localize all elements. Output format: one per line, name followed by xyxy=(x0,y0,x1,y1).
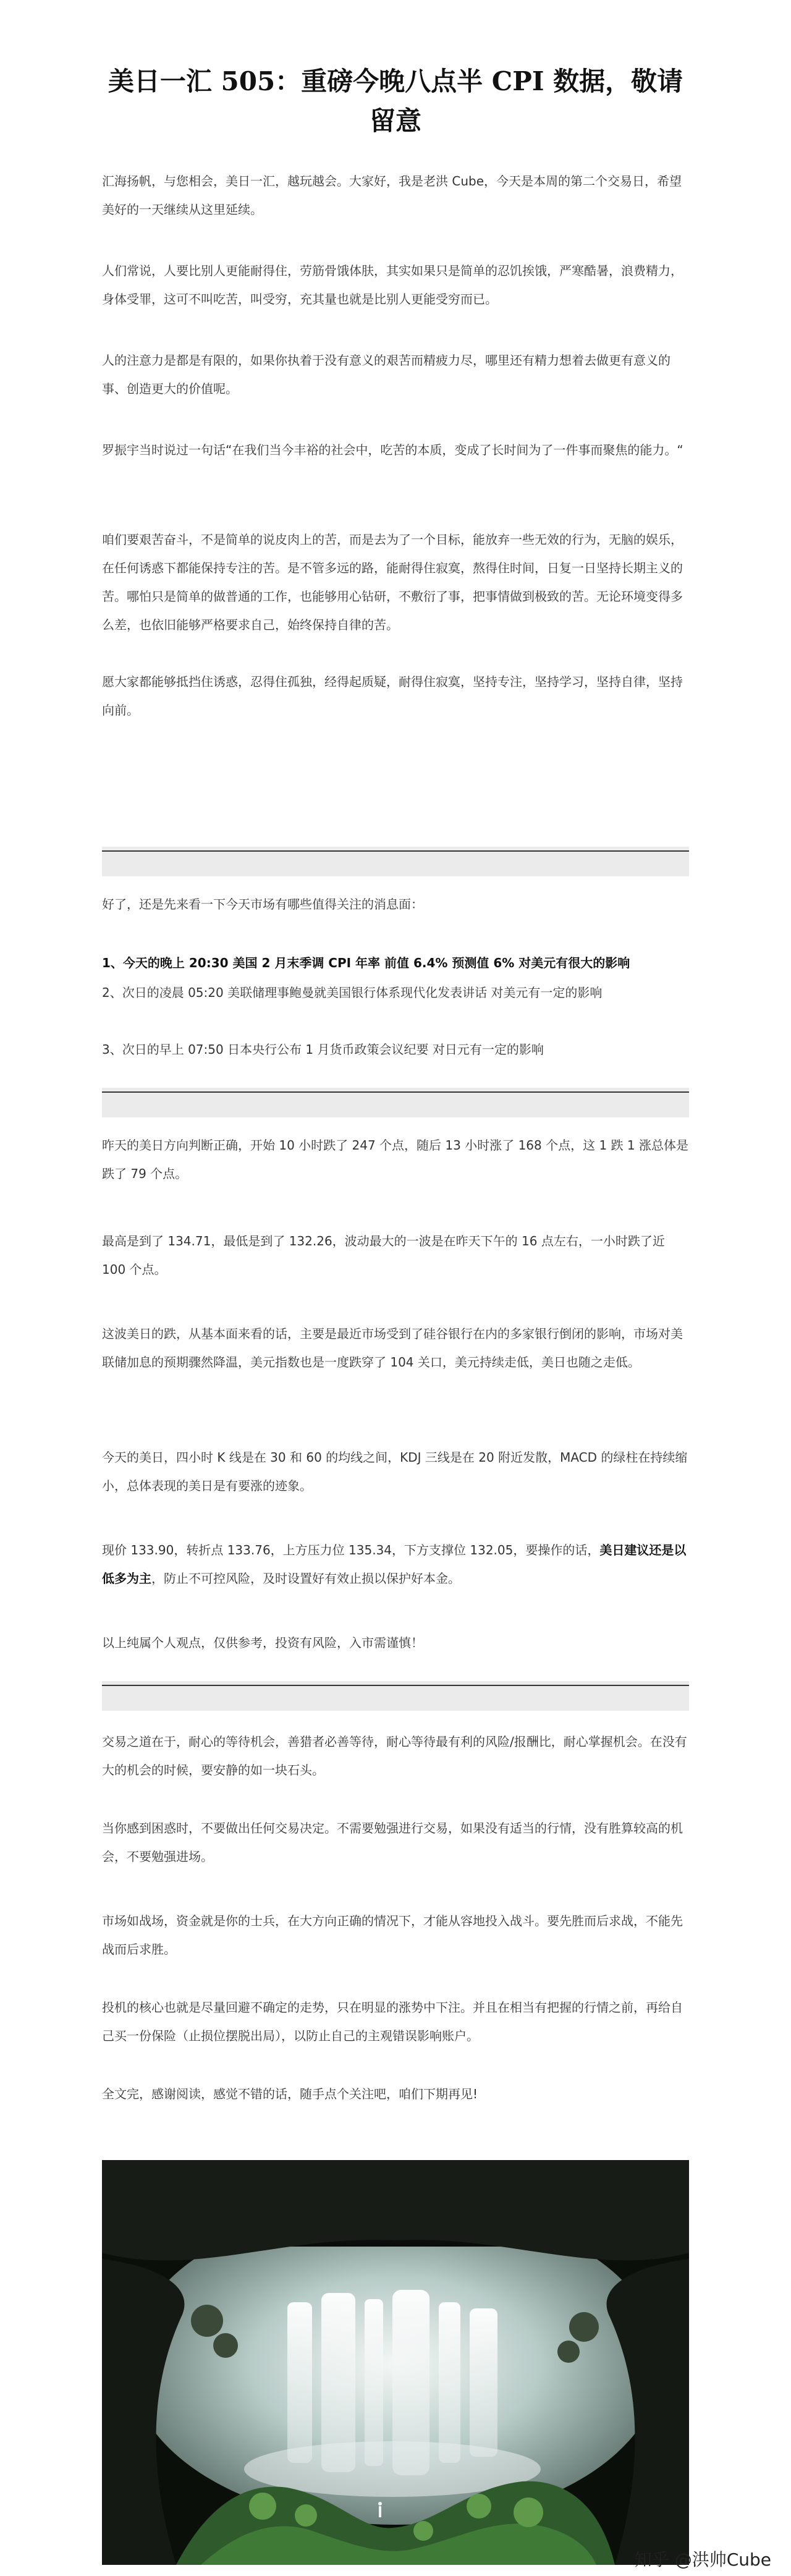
cave-waterfall-illustration xyxy=(102,2160,689,2565)
news-intro: 好了，还是先来看一下今天市场有哪些值得关注的消息面： xyxy=(102,897,423,912)
paragraph: 昨天的美日方向判断正确，开始 10 小时跌了 247 个点，随后 13 小时涨了 168 个点，这 1 跌 1 涨总体是跌了 79 个点。 xyxy=(102,1138,688,1181)
advice-rest: ，防止不可控风险，及时设置好有效止损以保护好本金。 xyxy=(151,1571,460,1586)
paragraph: 市场如战场，资金就是你的士兵，在大方向正确的情况下，才能从容地投入战斗。要先胜而后求战，不能先战而后求胜。 xyxy=(102,1913,683,1957)
paragraph: 当你感到困惑时，不要做出任何交易决定。不需要勉强进行交易，如果没有适当的行情，没有胜算较高的机会，不要勉强进场。 xyxy=(102,1821,683,1864)
levels-text: 现价 133.90，转折点 133.76，上方压力位 135.34，下方支撑位 132.05，要操作的话， xyxy=(102,1543,600,1557)
paragraph: 这波美日的跌，从基本面来看的话，主要是最近市场受到了硅谷银行在内的多家银行倒闭的影响，市场对美联储加息的预期骤然降温，美元指数也是一度跌穿了 104 关口，美元持续走低，美日也随之走低。 xyxy=(102,1326,683,1370)
article xyxy=(102,0,689,2101)
paragraph: 最高是到了 134.71，最低是到了 132.26，波动最大的一波是在昨天下午的 16 点左右，一小时跌了近 100 个点。 xyxy=(102,1234,665,1277)
paragraph: 人的注意力是都是有限的，如果你执着于没有意义的艰苦而精疲力尽，哪里还有精力想着去做更有意义的事、创造更大的价值呢。 xyxy=(102,353,670,396)
news-item: 1、今天的晚上 20:30 美国 2 月末季调 CPI 年率 前值 6.4% 预测值 6% 对美元有很大的影响 xyxy=(102,955,630,970)
section-divider xyxy=(102,1681,689,1711)
advice-bold: 美日建议还是以低多为主 xyxy=(102,1543,687,1586)
trade-levels xyxy=(102,1536,689,1593)
section-divider xyxy=(102,847,689,876)
paragraph: 全文完，感谢阅读，感觉不错的话，随手点个关注吧，咱们下期再见! xyxy=(102,2087,478,2101)
article-title: 美日一汇 505：重磅今晚八点半 CPI 数据，敬请留意 xyxy=(108,66,683,136)
news-item: 2、次日的凌晨 05:20 美联储理事鲍曼就美国银行体系现代化发表讲话 对美元有一定的影响 xyxy=(102,985,603,1000)
watermark: 知乎 @洪帅Cube xyxy=(634,2549,771,2570)
paragraph: 罗振宇当时说过一句话“在我们当今丰裕的社会中，吃苦的本质，变成了长时间为了一件事而聚焦的能力。“ xyxy=(102,443,683,457)
disclaimer: 以上纯属个人观点，仅供参考，投资有风险，入市需谨慎！ xyxy=(102,1635,423,1650)
paragraph: 投机的核心也就是尽量回避不确定的走势，只在明显的涨势中下注。并且在相当有把握的行情之前，再给自己买一份保险（止损位摆脱出局），以防止自己的主观错误影响账户。 xyxy=(102,2000,683,2043)
news-item: 3、次日的早上 07:50 日本央行公布 1 月货币政策会议纪要 对日元有一定的影响 xyxy=(102,1042,544,1057)
paragraph: 汇海扬帆，与您相会，美日一汇，越玩越会。大家好，我是老洪 Cube，今天是本周的第二个交易日，希望美好的一天继续从这里延续。 xyxy=(102,174,682,217)
cave-waterfall-photo xyxy=(102,2160,689,2565)
paragraph: 今天的美日，四小时 K 线是在 30 和 60 的均线之间，KDJ 三线是在 20 附近发散，MACD 的绿柱在持续缩小，总体表现的美日是有要涨的迹象。 xyxy=(102,1450,688,1493)
paragraph: 人们常说，人要比别人更能耐得住，劳筋骨饿体肤，其实如果只是简单的忍饥挨饿，严寒酷暑，浪费精力，身体受罪，这可不叫吃苦，叫受穷，充其量也就是比别人更能受穷而已。 xyxy=(102,263,683,307)
paragraph: 愿大家都能够抵挡住诱惑，忍得住孤独，经得起质疑，耐得住寂寞，坚持专注，坚持学习，坚持自律，坚持向前。 xyxy=(102,674,683,718)
paragraph: 交易之道在于，耐心的等待机会，善猎者必善等待，耐心等待最有利的风险/报酬比，耐心掌握机会。在没有大的机会的时候，要安静的如一块石头。 xyxy=(102,1734,687,1777)
section-divider xyxy=(102,1088,689,1117)
paragraph: 咱们要艰苦奋斗，不是简单的说皮肉上的苦，而是去为了一个目标，能放弃一些无效的行为，无脑的娱乐，在任何诱惑下都能保持专注的苦。是不管多远的路，能耐得住寂寞，熬得住时间，日复一日坚持长期主义的苦。哪怕只是简单的做普通的工作，也能够用心钻研，不敷衍了事，把事情做到极致的苦。无论环境变得多么差，也依旧能够严格要求自己，始终保持自律的苦。 xyxy=(102,532,683,632)
